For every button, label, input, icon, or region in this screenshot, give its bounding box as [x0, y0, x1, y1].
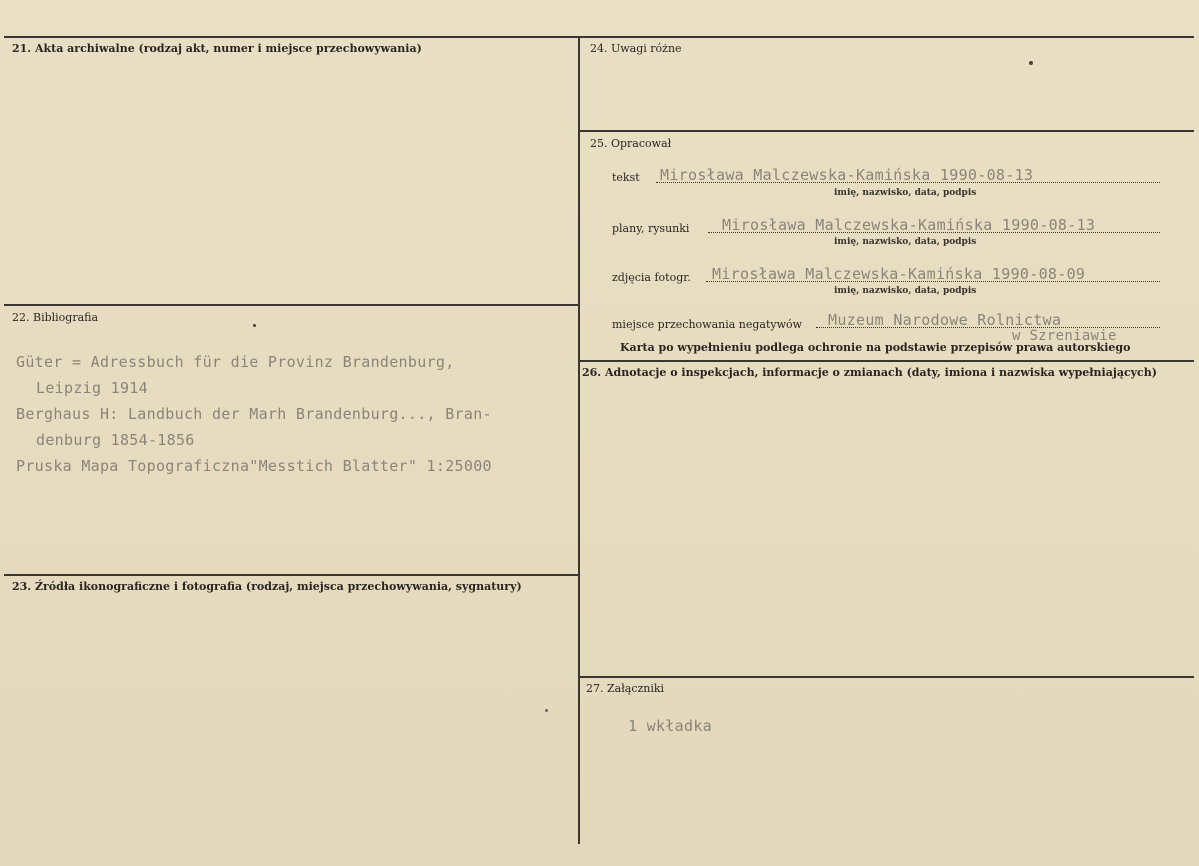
attachments-value: 1 wkładka — [628, 717, 712, 735]
section-24-label: 24. Uwagi różne — [590, 42, 682, 55]
section-23-label: 23. Źródła ikonograficzne i fotografia (rodzaj, miejsca przechowywania, sygnatury) — [12, 580, 522, 593]
top-border-line — [4, 36, 1194, 38]
photos-author-line — [706, 281, 1160, 282]
text-author-value: Mirosława Malczewska-Kamińska 1990-08-13 — [660, 166, 1034, 184]
photos-author-value: Mirosława Malczewska-Kamińska 1990-08-09 — [712, 265, 1086, 283]
negatives-label: miejsce przechowania negatywów — [612, 318, 803, 331]
drawings-author-caption: imię, nazwisko, data, podpis — [834, 237, 977, 247]
copyright-notice: Karta po wypełnieniu podlega ochronie na podstawie przepisów prawa autorskiego — [620, 341, 1131, 354]
section-22-label: 22. Bibliografia — [12, 311, 99, 324]
section-21-label: 21. Akta archiwalne (rodzaj akt, numer i miejsce przechowywania) — [12, 42, 422, 55]
divider-22-23 — [4, 574, 579, 576]
negatives-value-line2: w Szreniawie — [1012, 328, 1117, 344]
negatives-value: Muzeum Narodowe Rolnictwa — [828, 311, 1062, 329]
divider-25-26 — [579, 360, 1194, 362]
text-author-label: tekst — [612, 171, 640, 184]
divider-26-27 — [579, 676, 1194, 678]
drawings-author-label: plany, rysunki — [612, 222, 690, 235]
bibliography-line: Pruska Mapa Topograficzna"Messtich Blatter" 1:25000 — [16, 457, 492, 475]
text-author-line — [656, 182, 1160, 183]
section-27-label: 27. Załączniki — [586, 682, 665, 695]
column-divider — [578, 36, 580, 844]
bibliography-line: Berghaus H: Landbuch der Marh Brandenburg..., Bran- — [16, 405, 492, 423]
section-26-label: 26. Adnotacje o inspekcjach, informacje o zmianach (daty, imiona i nazwiska wypełniających) — [582, 366, 1157, 379]
paper-speck — [545, 709, 548, 712]
divider-24-25 — [579, 130, 1194, 132]
photos-author-caption: imię, nazwisko, data, podpis — [834, 286, 977, 296]
text-author-caption: imię, nazwisko, data, podpis — [834, 188, 977, 198]
drawings-author-value: Mirosława Malczewska-Kamińska 1990-08-13 — [722, 216, 1096, 234]
photos-author-label: zdjęcia fotogr. — [612, 271, 691, 284]
paper-speck — [1029, 61, 1033, 65]
bibliography-line: denburg 1854-1856 — [36, 431, 195, 449]
paper-speck — [253, 324, 256, 327]
bibliography-line: Güter = Adressbuch für die Provinz Brandenburg, — [16, 353, 455, 371]
section-25-label: 25. Opracował — [590, 137, 672, 150]
drawings-author-line — [708, 232, 1160, 233]
bibliography-line: Leipzig 1914 — [36, 379, 148, 397]
divider-21-22 — [4, 304, 579, 306]
